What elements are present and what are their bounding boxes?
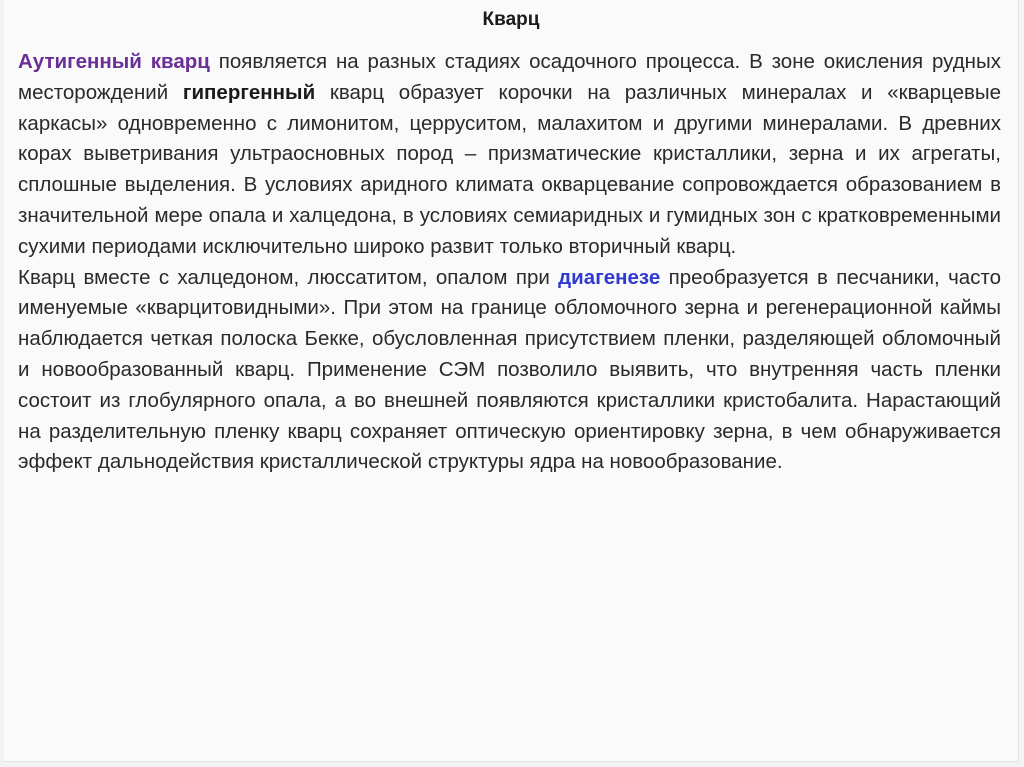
term-hypergene: гипергенный	[182, 80, 316, 104]
paragraph-text: появляется на разных стадиях осадочного процесса. В зоне окисления рудных месторождений	[18, 50, 1001, 104]
paragraph-text: преобразуется в песчаники, часто именуемые «кварцитовидными». При этом на границе обломочного зерна и регенерационной каймы наблюдается четкая полоска Бекке, обусловленная присутствием пленки, разделяющей обломочный и новообразованный кварц. Применение СЭМ позволило выявить, что внутренняя часть пленки состоит из глобулярного опала, а во внешней появляются кристаллики кристобалита. Нарастающий на разделительную пленку кварц сохраняет оптическую ориентировку зерна, в чем обнаруживается эффект дальнодействия кристаллической структуры ядра на новообразование.	[18, 265, 1002, 474]
paragraph-diagenesis	[18, 263, 1001, 479]
slide-body	[18, 47, 1001, 478]
paragraph-authigenic-quartz	[18, 47, 1001, 263]
term-diagenesis: диагенезе	[558, 265, 661, 289]
paragraph-text: Кварц вместе с халцедоном, люссатитом, опалом при	[18, 265, 559, 289]
slide-title: Кварц	[482, 9, 540, 30]
term-authigenic-quartz: Аутигенный кварц	[18, 50, 210, 73]
slide	[4, 0, 1019, 762]
paragraph-text: кварц образует корочки на различных минералах и «кварцевые каркасы» одновременно с лимонитом, церруситом, малахитом и другими минералами. В древних корах выветривания ультраосновных пород – призматические кристаллики, зерна и их агрегаты, сплошные выделения. В условиях аридного климата окварцевание сопровождается образованием в значительной мере опала и халцедона, в условиях семиаридных и гумидных зон с кратковременными сухими периодами исключительно широко развит только вторичный кварц.	[18, 80, 1001, 258]
